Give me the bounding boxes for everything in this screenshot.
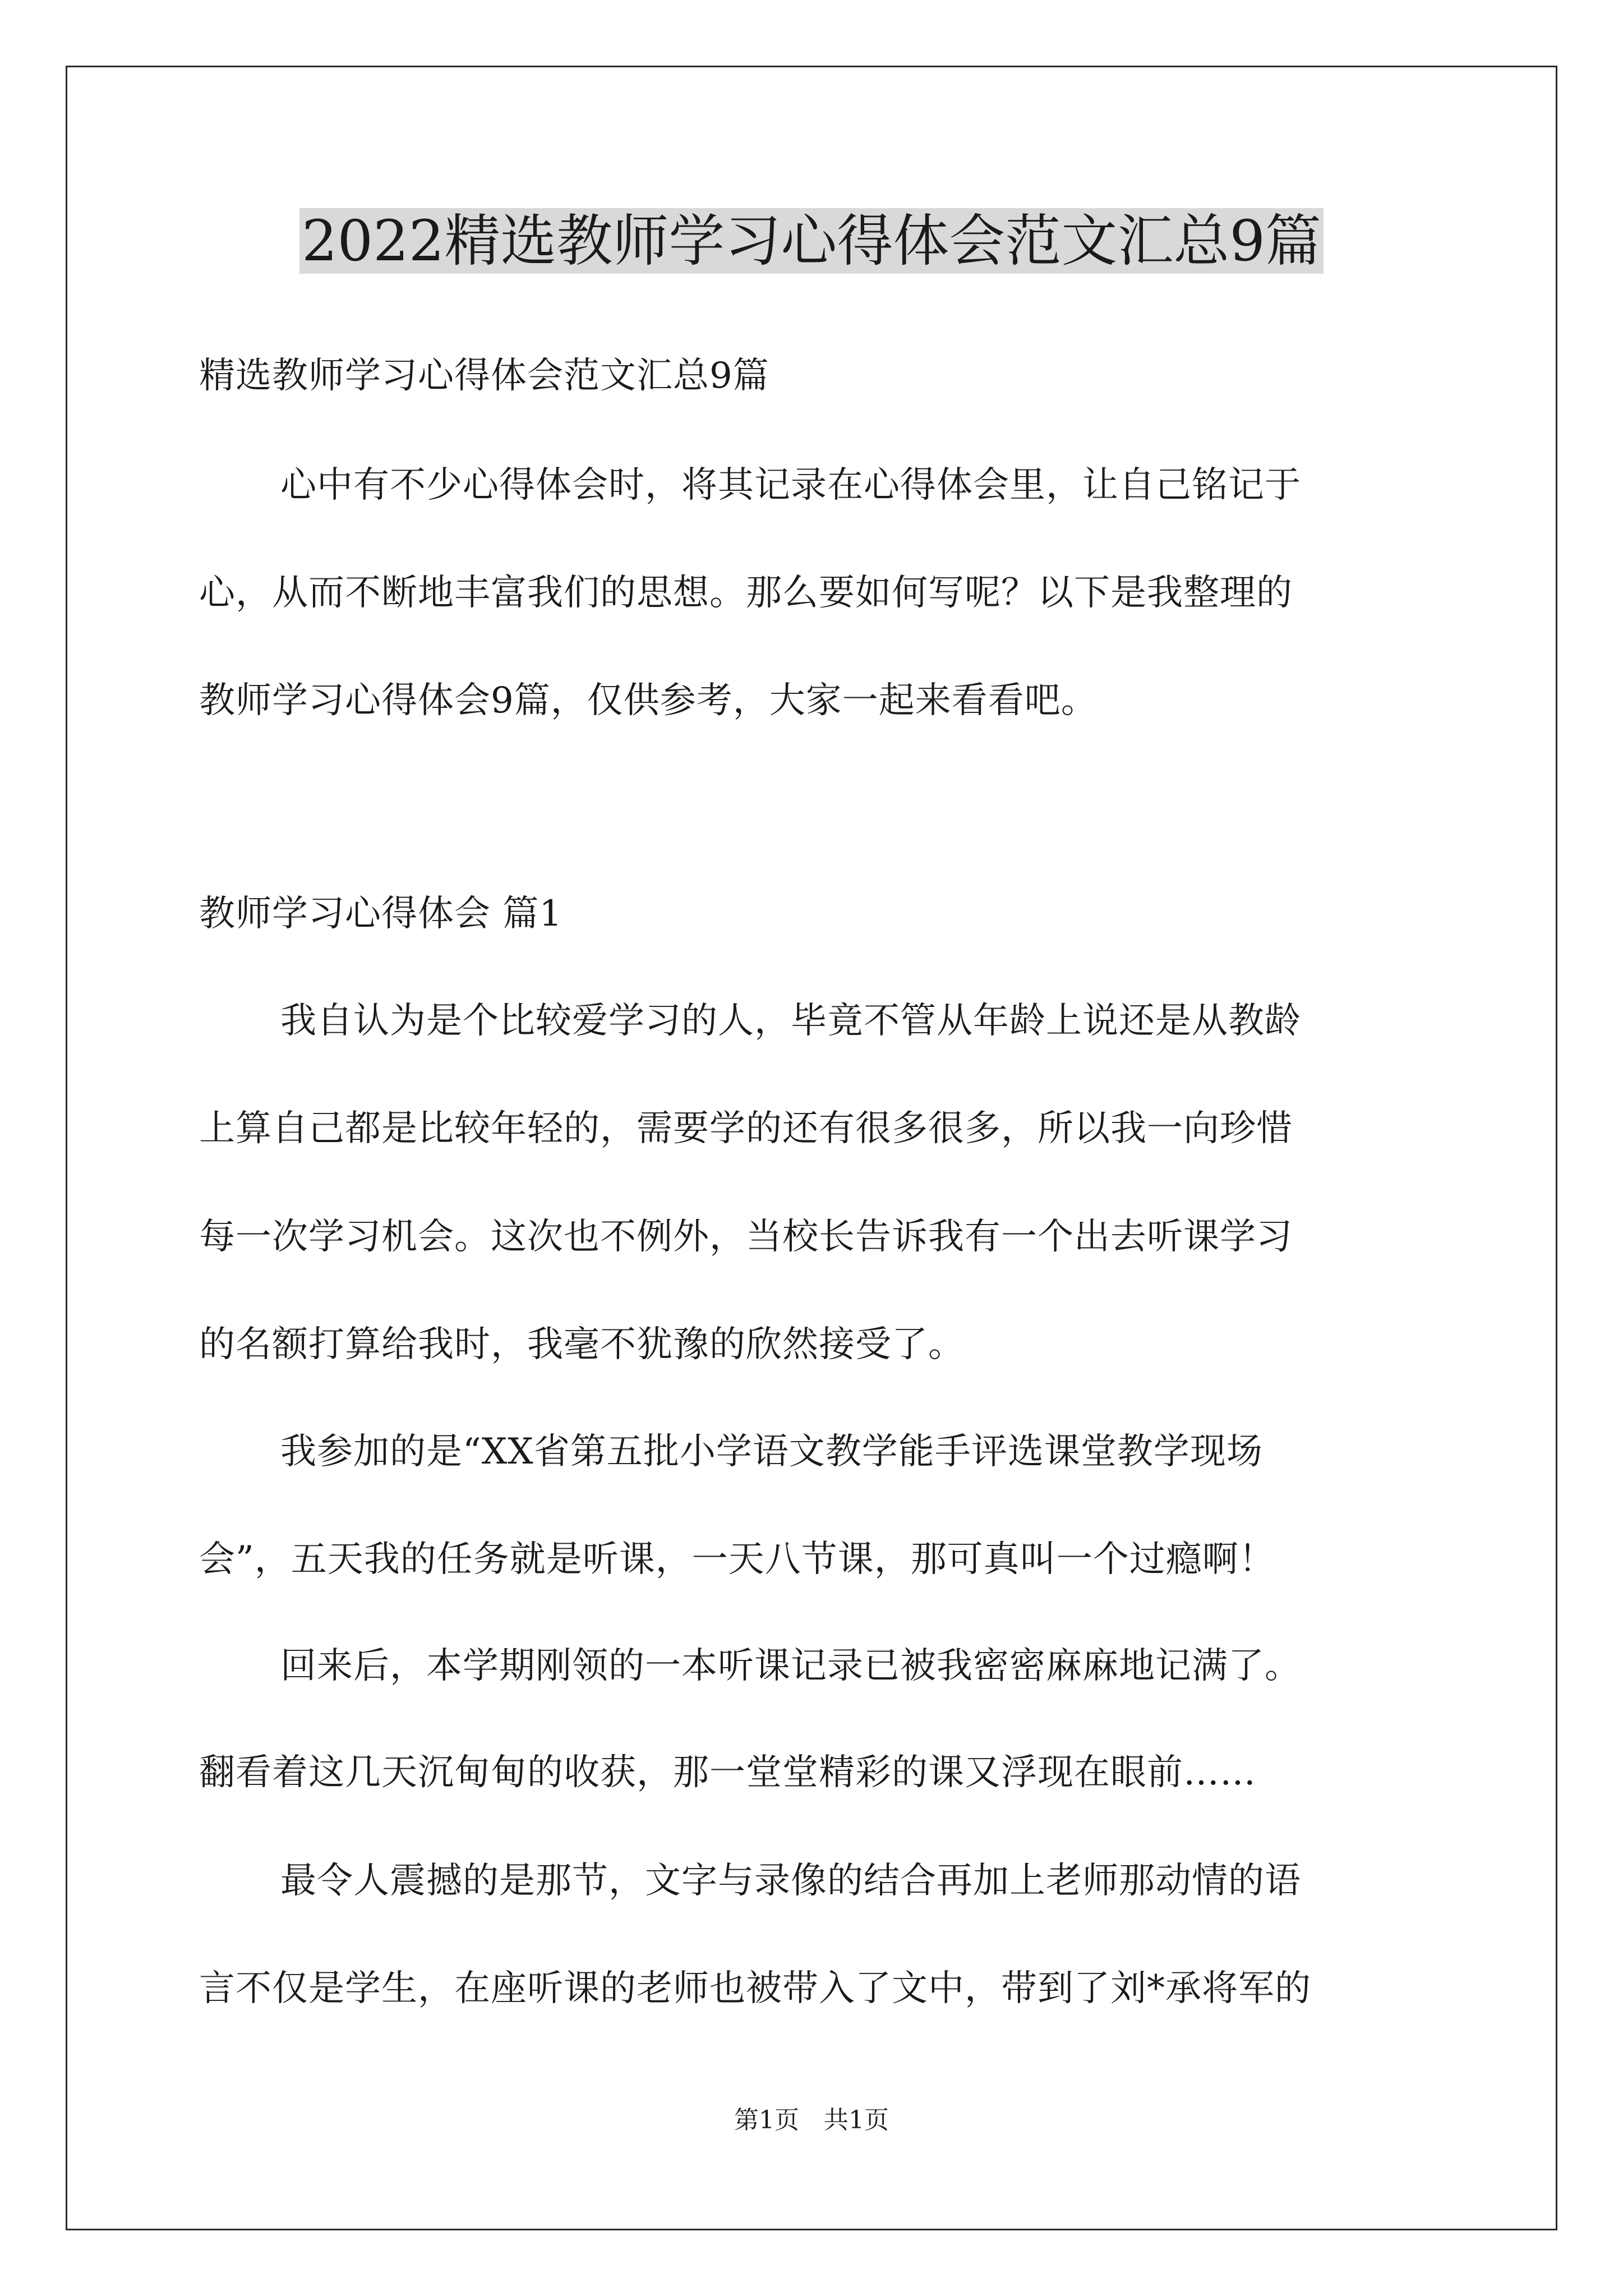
- paragraph-4-line-2: 言不仅是学生，在座听课的老师也被带入了文中，带到了刘*承将军的: [199, 1968, 1311, 2009]
- intro-line-1: 心中有不少心得体会时，将其记录在心得体会里，让自己铭记于: [280, 464, 1301, 506]
- intro-line-3: 教师学习心得体会9篇，仅供参考，大家一起来看看吧。: [199, 680, 1098, 721]
- section-heading: 教师学习心得体会 篇1: [199, 893, 563, 935]
- paragraph-2-line-1: 我参加的是“XX省第五批小学语文教学能手评选课堂教学现场: [280, 1431, 1263, 1473]
- paragraph-1-line-1: 我自认为是个比较爱学习的人，毕竟不管从年龄上说还是从教龄: [280, 1000, 1301, 1042]
- paragraph-2-line-2: 会”，五天我的任务就是听课，一天八节课，那可真叫一个过瘾啊！: [199, 1539, 1275, 1580]
- document-title: [0, 202, 1623, 280]
- paragraph-1-line-4: 的名额打算给我时，我毫不犹豫的欣然接受了。: [199, 1324, 965, 1365]
- paragraph-4-line-1: 最令人震撼的是那节，文字与录像的结合再加上老师那动情的语: [280, 1860, 1301, 1902]
- paragraph-1-line-3: 每一次学习机会。这次也不例外，当校长告诉我有一个出去听课学习: [199, 1216, 1293, 1258]
- paragraph-3-line-1: 回来后，本学期刚领的一本听课记录已被我密密麻麻地记满了。: [280, 1645, 1301, 1687]
- paragraph-3-line-2: 翻看着这几天沉甸甸的收获，那一堂堂精彩的课又浮现在眼前……: [199, 1752, 1256, 1793]
- page-number-footer: 第1页 共1页: [734, 2106, 889, 2134]
- intro-line-2: 心，从而不断地丰富我们的思想。那么要如何写呢？以下是我整理的: [199, 572, 1293, 614]
- subtitle-line: 精选教师学习心得体会范文汇总9篇: [199, 355, 769, 397]
- document-title-text: 2022精选教师学习心得体会范文汇总9篇: [299, 208, 1324, 274]
- paragraph-1-line-2: 上算自己都是比较年轻的，需要学的还有很多很多，所以我一向珍惜: [199, 1108, 1293, 1149]
